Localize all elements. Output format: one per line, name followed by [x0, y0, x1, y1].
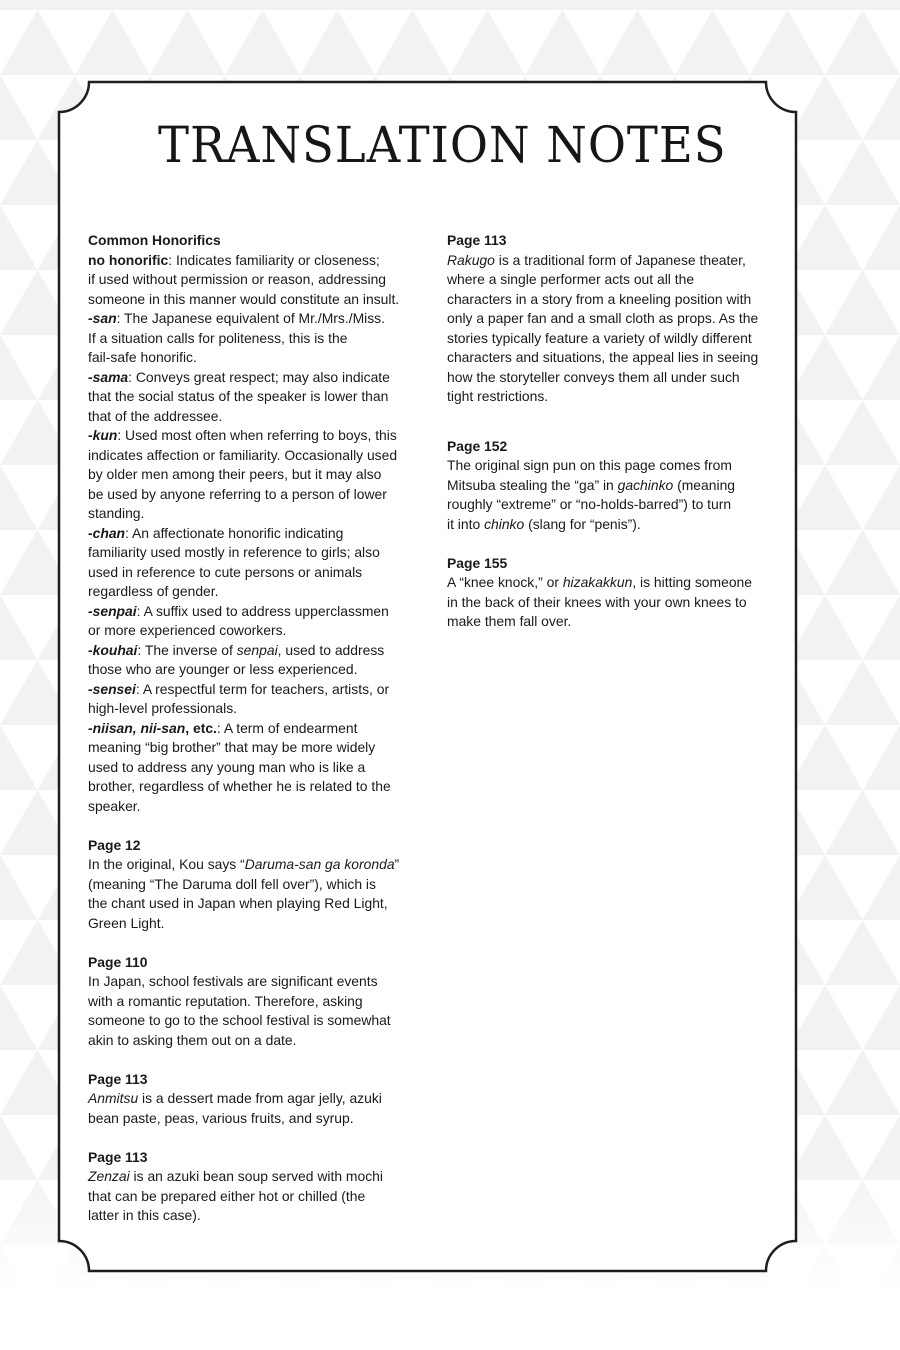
note-block [88, 1148, 428, 1226]
note-block [447, 437, 787, 535]
note-term: -niisan, nii-san [88, 719, 186, 736]
note-text: is a traditional form of Japanese theater, where a single performer acts out all the characters in a story from a kneeling position with only a paper fan and a small cloth as props. As the stories typically feature a variety of wildly different characters and situations, the appeal lies in seeing how the storyteller conveys them all under such tight restrictions. [447, 251, 759, 404]
note-italic-term: gachinko [617, 476, 674, 493]
note-italic-term: Zenzai [88, 1168, 130, 1184]
note-text: In the original, Kou says “ [88, 856, 245, 872]
note-term: , etc. [185, 719, 217, 736]
note-text: : The Japanese equivalent of Mr./Mrs./Miss. If a situation calls for politeness, this is the fail-safe honorific. [88, 310, 385, 365]
note-italic-term: Anmitsu [88, 1090, 139, 1106]
note-term: Page 152 [447, 437, 508, 454]
note-text: is an azuki bean soup served with mochi that can be prepared either hot or chilled (the latter in this case). [88, 1168, 383, 1223]
note-term: -kouhai [88, 641, 138, 658]
note-block [88, 836, 428, 934]
note-term: Common Honorifics [88, 232, 221, 248]
note-text: , is hitting someone in the back of their knees with your own knees to make them fall over. [447, 574, 752, 629]
note-term: -sama [88, 368, 129, 385]
note-term: -sensei [88, 680, 136, 697]
note-block [447, 231, 787, 407]
note-block [88, 1070, 428, 1129]
note-italic-term: chinko [484, 515, 525, 532]
note-term: Page 12 [88, 836, 141, 853]
note-text: : A term of endearment meaning “big brother” that may be more widely used to address any young man who is like a brother, regardless of whether he is related to the speaker. [88, 719, 391, 814]
note-term: -senpai [88, 602, 137, 619]
right-column [447, 231, 787, 651]
note-italic-term: Rakugo [447, 251, 495, 268]
note-text: (slang for “penis”). [524, 515, 641, 532]
note-text: is a dessert made from agar jelly, azuki bean paste, peas, various fruits, and syrup. [88, 1090, 382, 1126]
note-text: : A suffix used to address upperclassmen or more experienced coworkers. [88, 602, 389, 638]
note-text: A “knee knock,” or [447, 574, 563, 590]
note-text: The original sign pun on this page comes from Mitsuba stealing the “ga” in [447, 457, 732, 493]
note-term: -san [88, 310, 117, 326]
note-term: -kun [88, 427, 118, 443]
note-italic-term: Daruma-san ga koronda [244, 856, 395, 872]
note-text: : The inverse of [137, 641, 237, 658]
note-text: : An affectionate honorific indicating familiarity used mostly in reference to girls; also used in reference to cute persons or animals regardless of gender. [88, 524, 380, 599]
note-italic-term: senpai [236, 641, 278, 658]
note-text: (meaning roughly “extreme” or “no-holds-barred”) to turn it into [447, 476, 736, 532]
note-term: no honorific [88, 251, 169, 268]
note-term: Page 113 [447, 232, 507, 248]
note-text: : Indicates familiarity or closeness; if used without permission or reason, addressing someone in this manner would constitute an insult. [88, 251, 400, 307]
note-term: Page 113 [88, 1148, 148, 1165]
note-text: : Conveys great respect; may also indicate that the social status of the speaker is lower than that of the addressee. [88, 368, 390, 424]
note-term: Page 155 [447, 554, 508, 571]
note-term: -chan [88, 524, 126, 541]
left-column [88, 231, 428, 1245]
note-text: , used to address those who are younger or less experienced. [88, 641, 385, 677]
note-term: Page 110 [88, 953, 148, 970]
note-italic-term: hizakakkun [562, 574, 633, 590]
note-text: : A respectful term for teachers, artists, or high-level professionals. [88, 680, 390, 716]
note-term: Page 113 [88, 1070, 148, 1087]
page-title: TRANSLATION NOTES [158, 116, 727, 174]
note-text: In Japan, school festivals are significant events with a romantic reputation. Therefore, asking someone to go to the school festival is somewhat akin to asking them out on a date. [88, 973, 391, 1048]
note-block [447, 554, 787, 632]
note-block [88, 231, 428, 816]
note-text: ” (meaning “The Daruma doll fell over”), which is the chant used in Japan when playing Red Light, Green Light. [88, 856, 400, 931]
note-block [88, 953, 428, 1051]
note-text: : Used most often when referring to boys, this indicates affection or familiarity. Occasionally used by older men among their peers, but it may also be used by anyone referring to a person of lower standing. [88, 427, 398, 521]
